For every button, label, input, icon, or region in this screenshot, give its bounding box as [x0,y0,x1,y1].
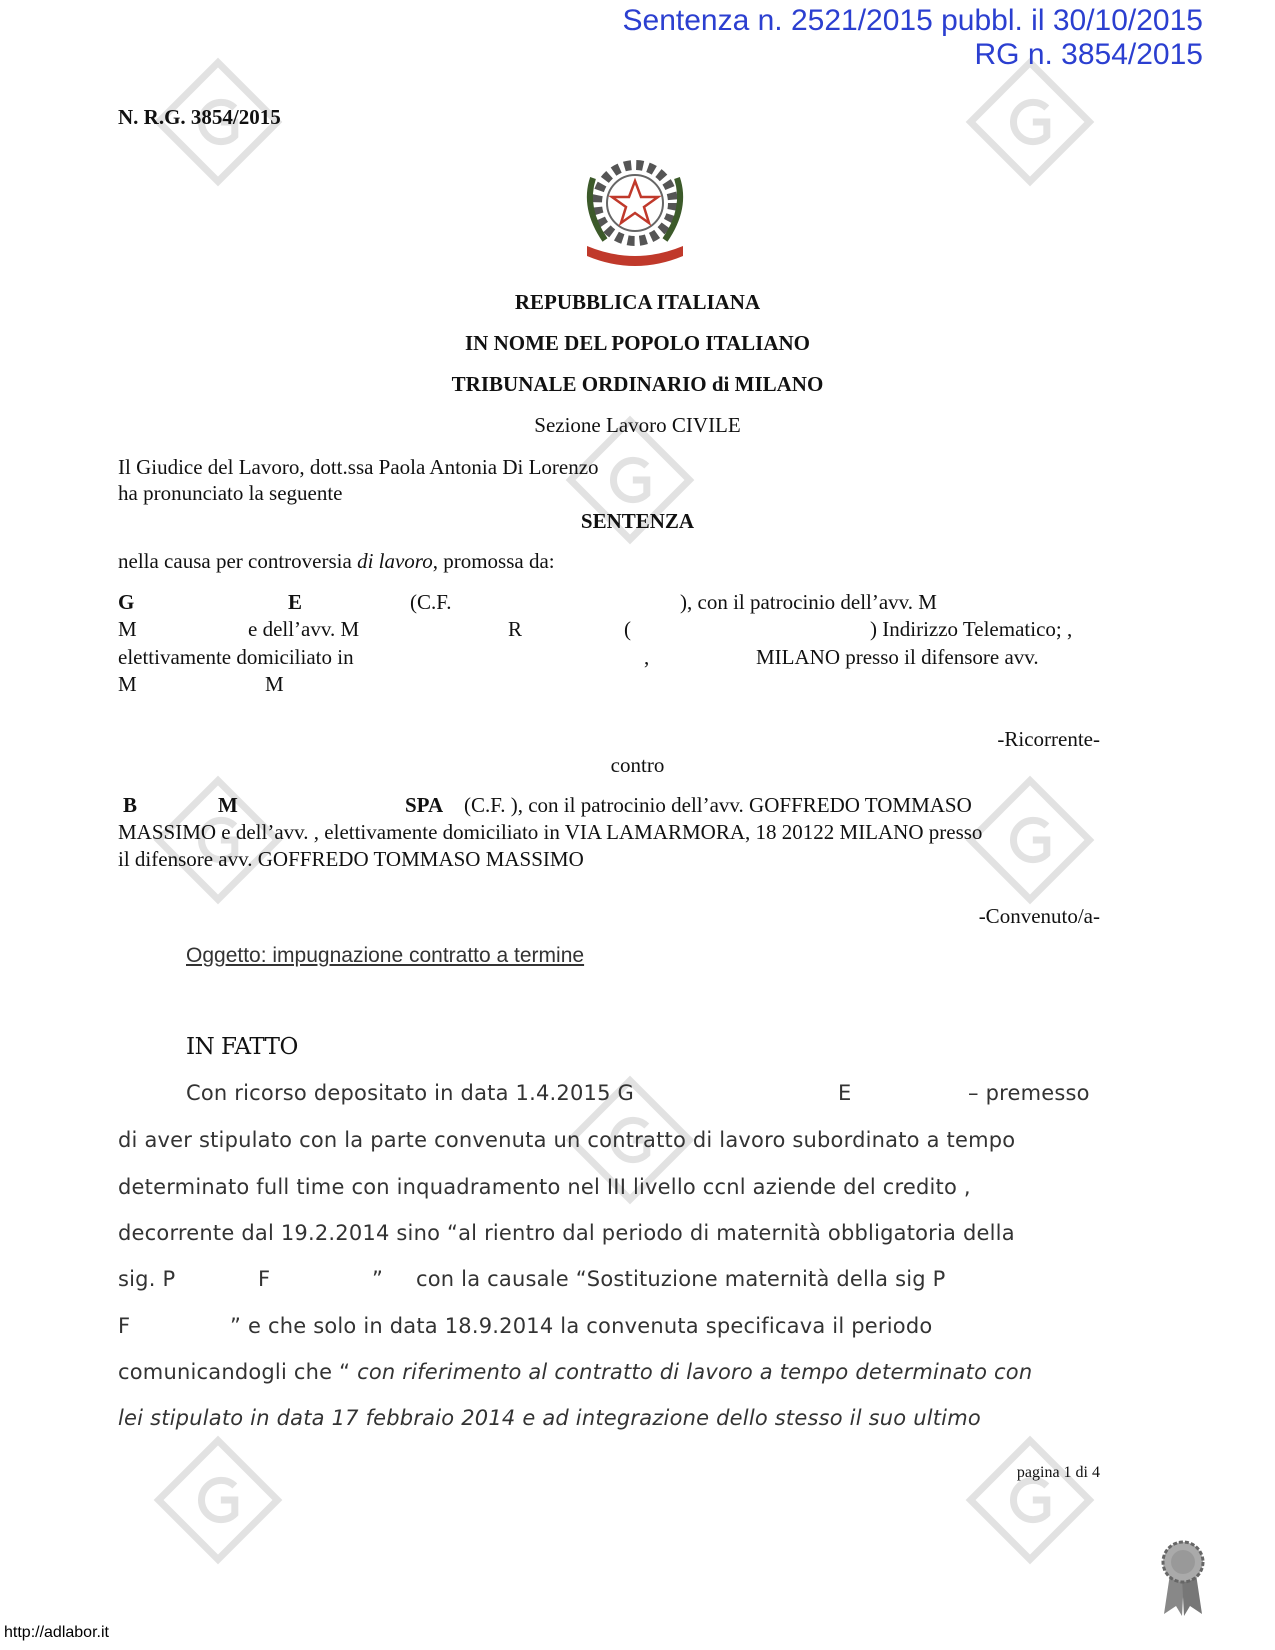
party2-spa: SPA [405,793,444,817]
party1-patrocinio: ), con il patrocinio dell’avv. M [680,590,937,614]
heading-republic: REPUBBLICA ITALIANA [514,290,761,314]
role-ricorrente: -Ricorrente- [997,727,1100,751]
oggetto-line: Oggetto: impugnazione contratto a termine [186,944,585,967]
stamp-line-1: Sentenza n. 2521/2015 pubbl. il 30/10/2015 [622,4,1203,37]
party1-l3-b: , [644,645,650,669]
page-number: pagina 1 di 4 [1016,1464,1100,1481]
party2-initial-2: M [218,793,238,817]
publication-stamp [623,4,1204,72]
para-line-5b: F [258,1267,271,1291]
para-line-7b: con riferimento al contratto di lavoro a tempo determinato con [357,1360,1033,1384]
watermark-icon [960,52,1100,192]
party1-initial-1: G [118,590,135,614]
para-line-5c: ” [372,1267,384,1291]
para-line-3: determinato full time con inquadramento nel III livello ccnl aziende del credito , [118,1175,971,1199]
party1-cf: (C.F. [410,590,452,614]
party2-line1: (C.F. ), con il patrocinio dell’avv. GOFFREDO TOMMASO [464,793,972,817]
party1-initial-2: E [288,590,303,614]
case-number: N. R.G. 3854/2015 [118,105,281,129]
stamp-line-2: RG n. 3854/2015 [974,38,1203,71]
judge-line: Il Giudice del Lavoro, dott.ssa Paola Antonia Di Lorenzo [118,455,599,479]
party1-l4-b: M [265,672,284,696]
para-line-4: decorrente dal 19.2.2014 sino “al rientro dal periodo di maternità obbligatoria della [118,1221,1015,1245]
party2-line3: il difensore avv. GOFFREDO TOMMASO MASSIMO [118,847,584,871]
para-line-1a: Con ricorso depositato in data 1.4.2015 G [186,1081,634,1105]
para-line-7a: comunicandogli che “ [118,1360,358,1384]
cause-italic: di lavoro [357,549,433,573]
heading-court: TRIBUNALE ORDINARIO di MILANO [451,372,824,396]
party1-l2-c: R [508,617,523,641]
watermark-icon [148,1430,288,1570]
role-convenuto: -Convenuto/a- [978,904,1100,928]
party1-l2-a: M [118,617,137,641]
heading-people: IN NOME DEL POPOLO ITALIANO [465,331,810,355]
para-line-5a: sig. P [118,1267,176,1291]
footer-url[interactable]: http://adlabor.it [4,1624,109,1641]
emblem-icon [575,148,695,273]
para-line-6a: F [118,1314,131,1338]
award-ribbon-icon [1158,1538,1208,1618]
para-line-7 [118,1360,1158,1384]
sentenza-title: SENTENZA [580,509,695,533]
party1-l2-e: ) Indirizzo Telematico; , [870,617,1073,641]
para-line-1b: E [838,1081,852,1105]
party1-l3-a: elettivamente domiciliato in [118,645,354,669]
party2-initial-1: B [123,793,138,817]
party1-l2-d: ( [624,617,631,641]
cause-pre: nella causa per controversia [118,549,358,573]
party1-l4-a: M [118,672,137,696]
cause-post: , promossa da: [432,549,555,573]
para-line-5d: con la causale “Sostituzione maternità della sig P [416,1267,946,1291]
party1-l2-b: e dell’avv. M [248,617,360,641]
contro-label: contro [610,753,665,777]
para-line-2: di aver stipulato con la parte convenuta un contratto di lavoro subordinato a tempo [118,1128,1016,1152]
section-title: Sezione Lavoro CIVILE [534,413,741,437]
para-line-8: lei stipulato in data 17 febbraio 2014 e ad integrazione dello stesso il suo ultimo [118,1406,981,1430]
cause-line [118,549,555,574]
party1-l3-c: MILANO presso il difensore avv. [756,645,1039,669]
para-line-1c: – premesso [968,1081,1090,1105]
watermark-icon [960,1430,1100,1570]
para-line-6b: ” e che solo in data 18.9.2014 la convenuta specificava il periodo [230,1314,933,1338]
section-in-fatto: IN FATTO [186,1034,298,1060]
pronounced-line: ha pronunciato la seguente [118,481,343,505]
party2-line2: MASSIMO e dell’avv. , elettivamente domiciliato in VIA LAMARMORA, 18 20122 MILANO presso [118,820,983,844]
